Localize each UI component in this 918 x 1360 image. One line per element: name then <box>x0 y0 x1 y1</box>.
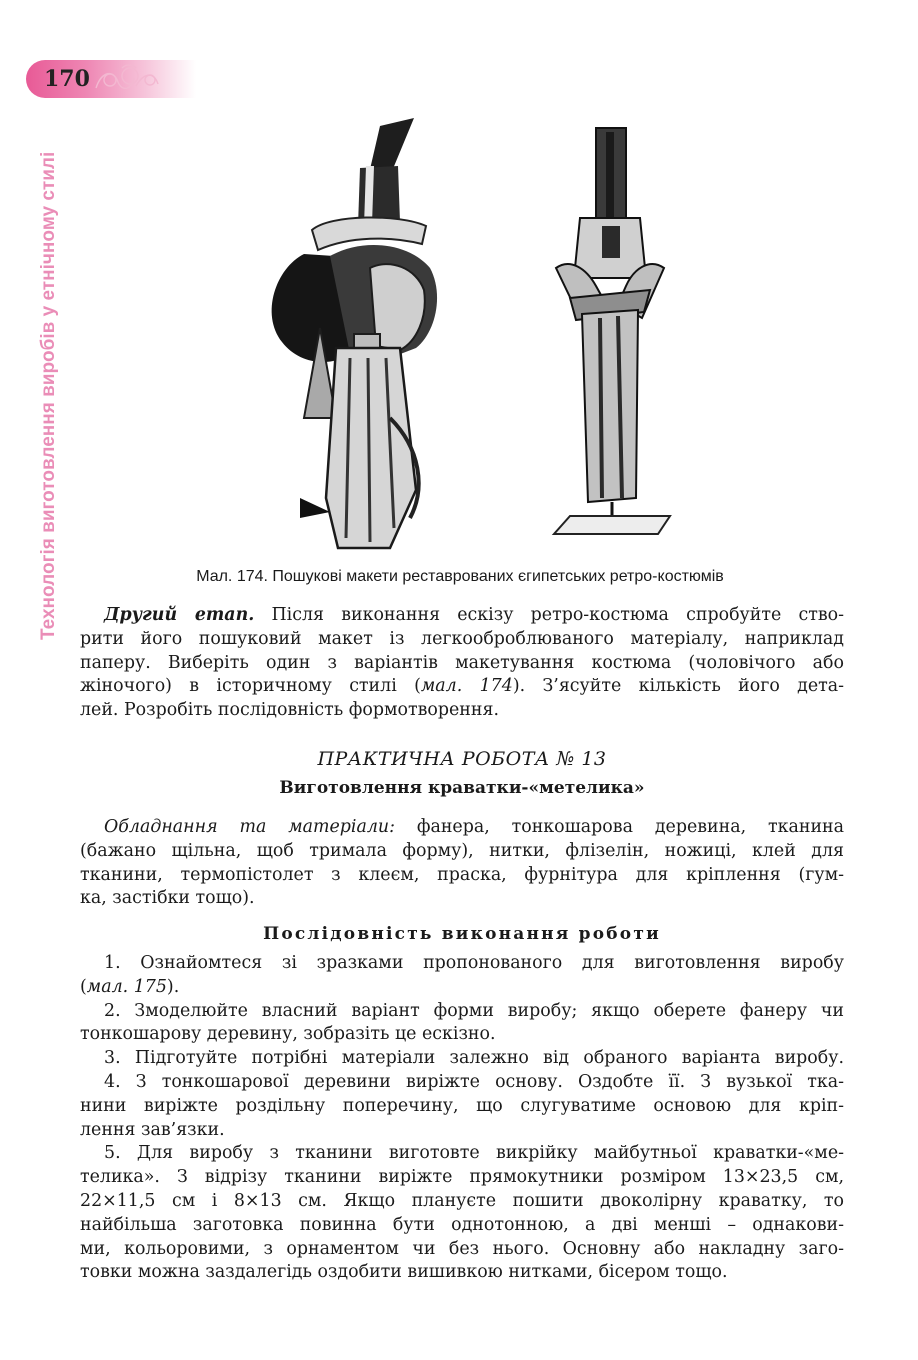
floral-ornament-icon <box>92 62 172 96</box>
equipment-line-2: (бажано щільна, щоб тримала форму), нитки, флізелін, ножиці, клей для <box>80 840 844 861</box>
step-1-paren-close: ). <box>166 976 180 997</box>
step-4-line-3: лення зав’язки. <box>80 1119 225 1140</box>
step-3: 3. Підготуйте потрібні матеріали залежно від обраного варіанта виробу. <box>104 1048 844 1069</box>
sequence-heading: Послідовність виконання роботи <box>263 924 661 944</box>
chapter-side-title: Технологія виготовлення виробів у етнічному стилі <box>38 151 59 640</box>
step-2-line-2: тонкошарову деревину, зобразіть це ескізно. <box>80 1024 496 1045</box>
step-5-line-5: ми, кольоровими, з орнаментом чи без нього. Основну або накладну заго- <box>80 1238 844 1259</box>
stage-two-paragraph <box>80 604 844 723</box>
figure-ref-175: мал. 175 <box>86 976 167 997</box>
step-5-line-4: найбільша заготовка повинна бути однотонною, а дві менші – однакови- <box>80 1214 844 1235</box>
steps-list <box>80 952 844 1285</box>
stage-two-line-1: Після виконання ескізу ретро-костюма спробуйте ство- <box>254 605 844 625</box>
male-costume-model <box>272 118 437 548</box>
figure-caption: Мал. 174. Пошукові макети реставрованих єгипетських ретро-костюмів <box>196 568 724 585</box>
step-5-line-2: телика». З відрізу тканини виріжте прямокутники розміром 13×23,5 см, <box>80 1167 844 1188</box>
equipment-line-3: тканини, термопістолет з клеєм, праска, фурнітура для кріплення (гум- <box>80 864 844 885</box>
female-costume-model <box>554 128 670 534</box>
page-number: 170 <box>44 66 90 92</box>
step-1-paren-open: ( <box>80 976 87 997</box>
equipment-line-4: ка, застібки тощо). <box>80 888 255 909</box>
stage-two-line-3: паперу. Виберіть один з варіантів макетування костюма (чоловічого або <box>80 652 844 673</box>
stage-two-line-4b: ). З’ясуйте кількість його дета- <box>512 676 845 697</box>
equipment-paragraph <box>80 816 844 911</box>
equipment-line-1: фанера, тонкошарова деревина, тканина <box>394 817 844 837</box>
costume-models-figure <box>240 118 710 558</box>
step-5-line-1: 5. Для виробу з тканини виготовте викрійку майбутньої краватки-«ме- <box>104 1143 844 1164</box>
step-4-line-2: нини виріжте роздільну поперечину, що слугуватиме основою для кріп- <box>80 1095 844 1116</box>
equipment-label: Обладнання та матеріали: <box>104 817 395 837</box>
step-5-line-6: товки можна заздалегідь оздобити вишивкою нитками, бісером тощо. <box>80 1262 728 1283</box>
step-1-line-1: 1. Ознайомтеся зі зразками пропонованого для виготовлення виробу <box>104 953 844 973</box>
practical-work-title: ПРАКТИЧНА РОБОТА № 13 <box>317 748 607 770</box>
practical-work-subtitle: Виготовлення краватки-«метелика» <box>279 778 645 798</box>
step-2-line-1: 2. Змоделюйте власний варіант форми виробу; якщо оберете фанеру чи <box>104 1000 844 1021</box>
step-1-line-2 <box>80 976 844 1000</box>
figure-ref-174: мал. 174 <box>420 676 513 697</box>
step-4-line-1: 4. З тонкошарової деревини виріжте основу. Оздобте її. З вузької тка- <box>104 1071 844 1092</box>
stage-two-label: Другий етап. <box>104 605 255 625</box>
stage-two-line-2: рити його пошуковий макет із легкооброблюваного матеріалу, наприклад <box>80 628 844 649</box>
step-5-line-3: 22×11,5 см і 8×13 см. Якщо плануєте пошити двоколірну краватку, то <box>80 1190 844 1211</box>
stage-two-line-4a: жіночого) в історичному стилі ( <box>80 676 421 697</box>
stage-two-line-5: лей. Розробіть послідовність формотворення. <box>80 700 499 721</box>
